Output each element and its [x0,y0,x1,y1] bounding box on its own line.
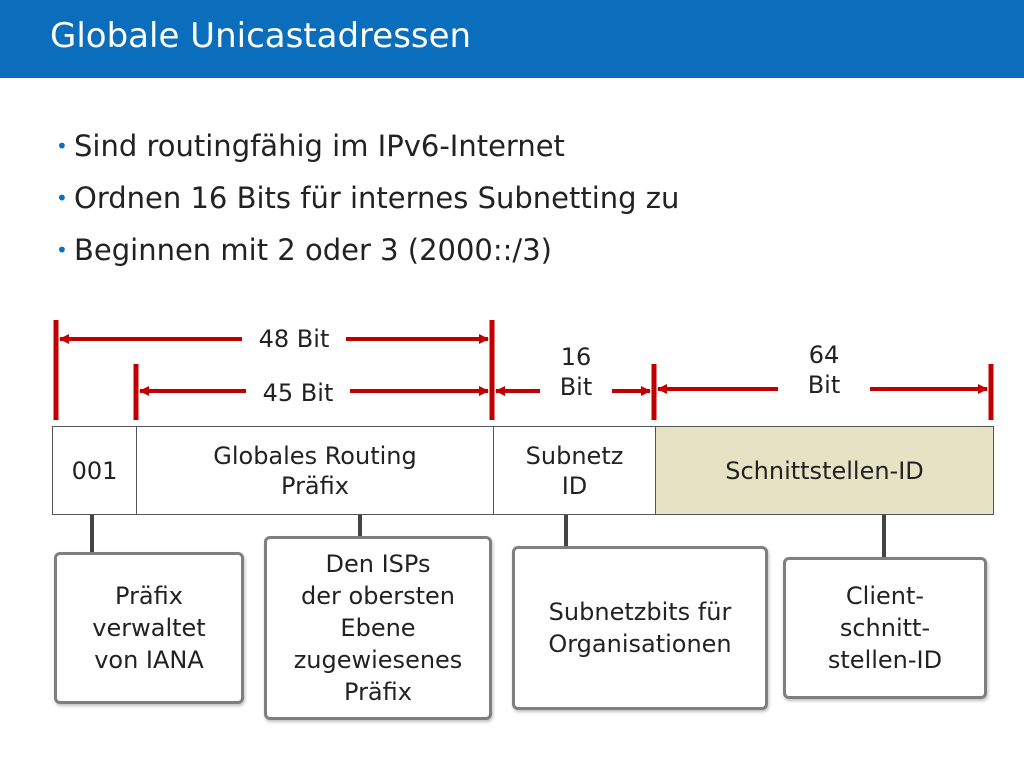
callout-iana: Präfix verwaltet von IANA [54,552,244,704]
bullet-dot-icon: • [56,186,68,210]
bullet-dot-icon: • [56,134,68,158]
label-48-bit: 48 Bit [242,324,346,354]
segment-subnet-id: Subnetz ID [493,426,656,515]
segment-global-routing-prefix: Globales Routing Präfix [136,426,494,515]
label-64-bit: 64 Bit [778,340,870,400]
segment-prefix-001: 001 [52,426,137,515]
callout-isp: Den ISPs der obersten Ebene zugewiesenes Präfix [264,536,492,720]
segment-interface-id: Schnittstellen-ID [655,426,994,515]
bullet-item: • Beginnen mit 2 oder 3 (2000::/3) [56,224,679,276]
bullet-item: • Ordnen 16 Bits für internes Subnetting zu [56,172,679,224]
callout-client-interface: Client- schnitt- stellen-ID [783,557,987,699]
label-16-bit: 16 Bit [540,342,612,402]
bullet-item: • Sind routingfähig im IPv6-Internet [56,120,679,172]
callout-organisations: Subnetzbits für Organisationen [512,546,768,710]
slide-title: Globale Unicastadressen [50,16,472,56]
label-45-bit: 45 Bit [246,378,350,408]
bullet-dot-icon: • [56,238,68,262]
